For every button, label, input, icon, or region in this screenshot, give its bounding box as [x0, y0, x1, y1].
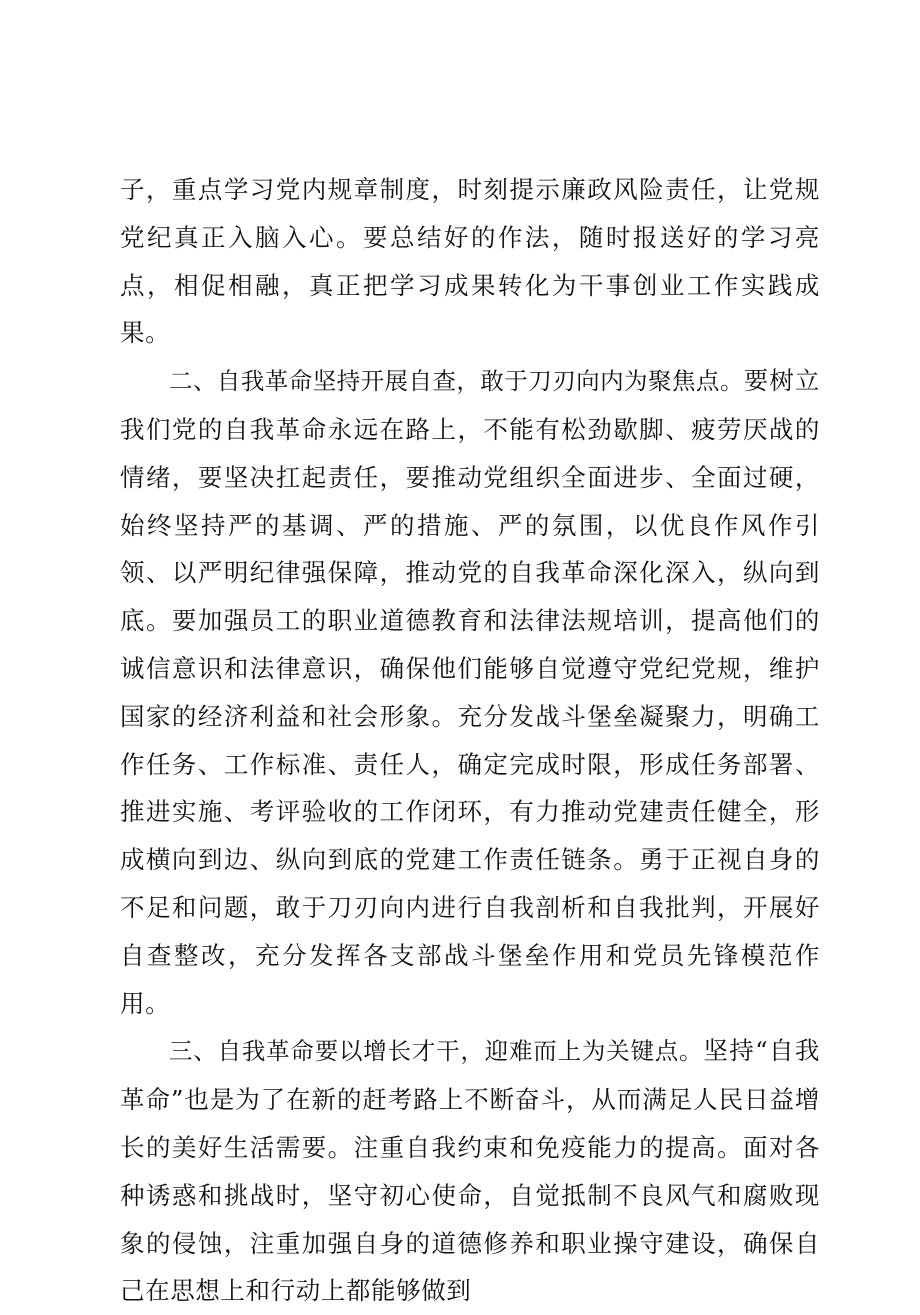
paragraph-1-text: 子，重点学习党内规章制度，时刻提示廉政风险责任，让党规党纪真正入脑入心。要总结好的作法，随时报送好的学习亮点，相促相融，真正把学习成果转化为干事创业工作实践成果。 [120, 175, 820, 348]
document-body [120, 166, 820, 1315]
paragraph-3 [120, 1027, 820, 1315]
paragraph-2-text: 要树立我们党的自我革命永远在路上，不能有松劲歇脚、疲劳厌战的情绪，要坚决扛起责任，要推动党组织全面进步、全面过硬，始终坚持严的基调、严的措施、严的氛围，以优良作风作引领、以严明纪律强保障，推动党的自我革命深化深入，纵向到底。要加强员工的职业道德教育和法律法规培训，提高他们的诚信意识和法律意识，确保他们能够自觉遵守党纪党规，维护国家的经济利益和社会形象。充分发战斗堡垒凝聚力，明确工作任务、工作标准、责任人，确定完成时限，形成任务部署、推进实施、考评验收的工作闭环，有力推动党建责任健全，形成横向到边、纵向到底的党建工作责任链条。勇于正视自身的不足和问题，敢于刀刃向内进行自我剖析和自我批判，开展好自查整改，充分发挥各支部战斗堡垒作用和党员先锋模范作用。 [120, 366, 820, 1018]
paragraph-3-text: 坚持“自我革命”也是为了在新的赶考路上不断奋斗，从而满足人民日益增长的美好生活需要。注重自我约束和免疫能力的提高。面对各种诱惑和挑战时，坚守初心使命，自觉抵制不良风气和腐败现象的侵蚀，注重加强自身的道德修养和职业操守建设，确保自己在思想上和行动上都能够做到 [120, 1036, 821, 1306]
paragraph-2 [120, 357, 820, 1027]
section-3-heading: 三、自我革命要以增长才干，迎难而上为关键点。 [169, 1037, 704, 1066]
section-2-heading: 二、自我革命坚持开展自查，敢于刀刃向内为聚焦点。 [169, 367, 744, 396]
paragraph-1 [120, 166, 820, 357]
